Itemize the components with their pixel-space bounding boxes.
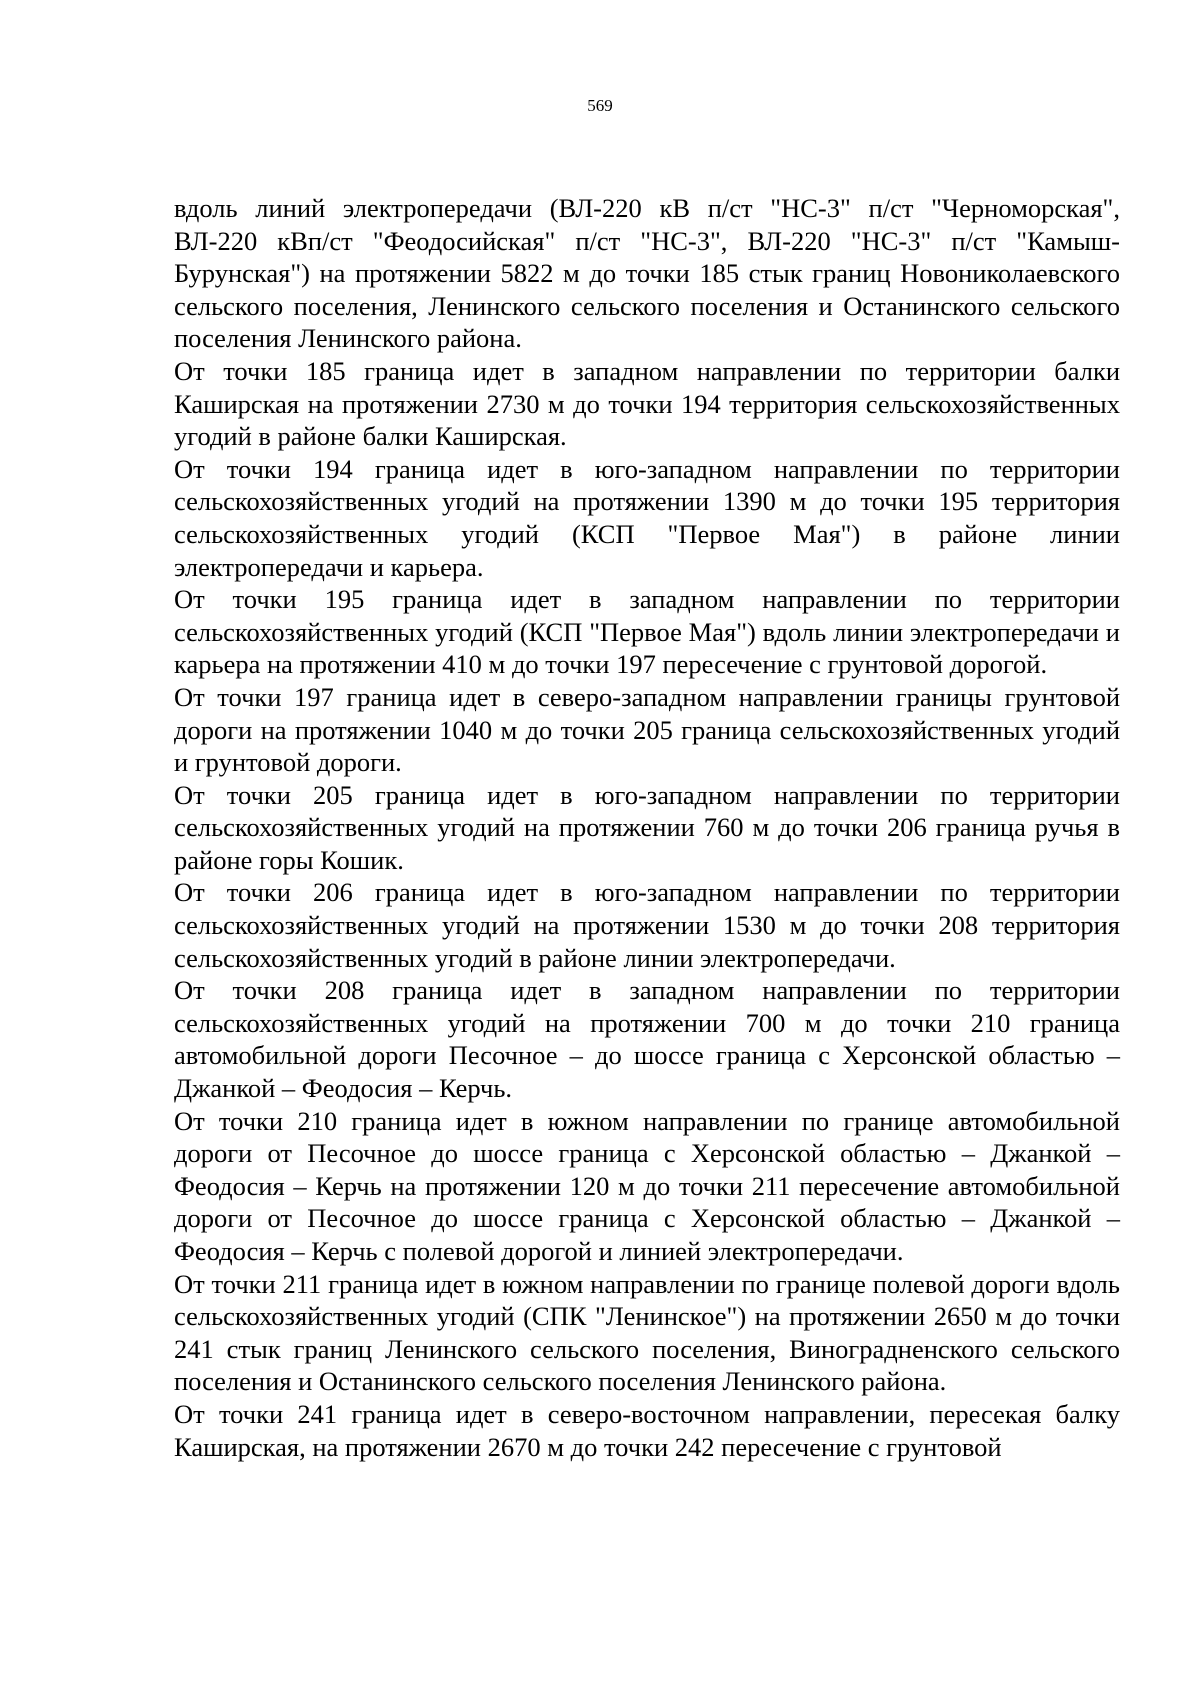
paragraph-11: От точки 241 граница идет в северо-восточном направлении, пересекая балку Каширская, на протяжении 2670 м до точки 242 пересечение с грунтовой	[174, 1398, 1120, 1462]
paragraph-8: От точки 208 граница идет в западном направлении по территории сельскохозяйственных угодий на протяжении 700 м до точки 210 граница автомобильной дороги Песочное – до шоссе граница с Херсонской областью – Джанкой – Феодосия – Керчь.	[174, 975, 1120, 1104]
paragraph-9: От точки 210 граница идет в южном направлении по границе автомобильной дороги от Песочное до шоссе граница с Херсонской областью – Джанкой – Феодосия – Керчь на протяжении 120 м до точки 211 пересечение автомобильной дороги от Песочное до шоссе граница с Херсонской областью – Джанкой – Феодосия – Керчь с полевой дорогой и линией электропередачи.	[174, 1105, 1120, 1266]
document-body	[174, 192, 1120, 1463]
paragraph-3: От точки 194 граница идет в юго-западном направлении по территории сельскохозяйственных угодий на протяжении 1390 м до точки 195 территория сельскохозяйственных угодий (КСП "Первое Мая") в районе линии электропередачи и карьера.	[174, 453, 1120, 582]
paragraph-7: От точки 206 граница идет в юго-западном направлении по территории сельскохозяйственных угодий на протяжении 1530 м до точки 208 территория сельскохозяйственных угодий в районе линии электропередачи.	[174, 877, 1120, 973]
paragraph-5: От точки 197 граница идет в северо-западном направлении границы грунтовой дороги на протяжении 1040 м до точки 205 граница сельскохозяйственных угодий и грунтовой дороги.	[174, 681, 1120, 778]
paragraph-10: От точки 211 граница идет в южном направлении по границе полевой дороги вдоль сельскохозяйственных угодий (СПК "Ленинское") на протяжении 2650 м до точки 241 стык границ Ленинского сельского поселения, Виноградненского сельского поселения и Останинского сельского поселения Ленинского района.	[174, 1268, 1120, 1397]
paragraph-2: От точки 185 граница идет в западном направлении по территории балки Каширская на протяжении 2730 м до точки 194 территория сельскохозяйственных угодий в районе балки Каширская.	[174, 355, 1120, 452]
paragraph-4: От точки 195 граница идет в западном направлении по территории сельскохозяйственных угодий (КСП "Первое Мая") вдоль линии электропередачи и карьера на протяжении 410 м до точки 197 пересечение с грунтовой дорогой.	[174, 584, 1120, 680]
page-number: 569	[587, 96, 613, 115]
paragraph-6: От точки 205 граница идет в юго-западном направлении по территории сельскохозяйственных угодий на протяжении 760 м до точки 206 граница ручья в районе горы Кошик.	[174, 779, 1120, 875]
paragraph-1: вдоль линий электропередачи (ВЛ-220 кВ п/ст "НС-3" п/ст "Черноморская", ВЛ-220 кВп/ст "Феодосийская" п/ст "НС-3", ВЛ-220 "НС-3" п/ст "Камыш-Бурунская") на протяжении 5822 м до точки 185 стык границ Новониколаевского сельского поселения, Ленинского сельского поселения и Останинского сельского поселения Ленинского района.	[174, 193, 1120, 354]
